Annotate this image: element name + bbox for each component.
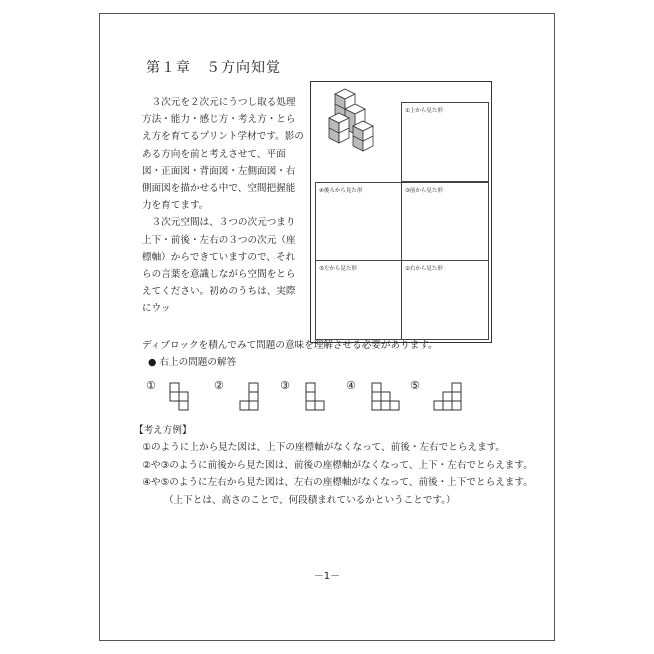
- answer-2-number: ②: [214, 379, 224, 392]
- answer-3-shape: [304, 381, 328, 411]
- chapter-title: 第１章 ５方向知覚: [146, 60, 281, 76]
- cell-back-view: [315, 182, 403, 262]
- consider-heading: 【考え方例】: [134, 425, 192, 436]
- label-back-view: ④後ろから見た形: [319, 188, 363, 194]
- problem-figure: [310, 81, 492, 343]
- answer-4-shape: [370, 381, 404, 411]
- label-top-view: ①上から見た形: [405, 108, 443, 114]
- cell-front-view: [401, 182, 489, 262]
- answer-5-number: ⑤: [410, 379, 420, 392]
- cell-right-view: [401, 260, 489, 340]
- label-right-view: ②右から見た形: [405, 266, 443, 272]
- answer-heading: ● 右上の問題の解答: [148, 357, 237, 368]
- answer-1-number: ①: [146, 379, 156, 392]
- answer-row: [138, 379, 518, 419]
- intro-continuation: ディブロックを積んでみて問題の意味を理解させる必要があります。: [142, 340, 438, 351]
- cell-top-view: [401, 102, 489, 182]
- page-number: －1－: [313, 571, 341, 582]
- answer-2-shape: [238, 381, 262, 411]
- label-front-view: ③前から見た形: [405, 188, 443, 194]
- answer-3-number: ③: [280, 379, 290, 392]
- consider-note: （上下とは、高さのことで、何段積まれているかということです。）: [164, 494, 456, 506]
- answer-4-number: ④: [346, 379, 356, 392]
- answer-5-shape: [432, 381, 466, 411]
- cube-stack-illustration: [315, 86, 399, 162]
- worksheet-page: [99, 13, 555, 641]
- cell-left-view: [315, 260, 403, 340]
- answer-1-shape: [168, 381, 192, 411]
- consider-section: [134, 422, 534, 509]
- intro-paragraph-2: ３次元空間は、３つの次元つまり上下・前後・左右の３つの次元（座標軸）からできていますので、それらの言葉を意識しながら空間をとらえてください。初めのうちは、実際にウッ: [142, 217, 296, 315]
- label-left-view: ⑤左から見た形: [319, 266, 357, 272]
- consider-item-1: ①のように上から見た図は、上下の座標軸がなくなって、前後・左右でとらえます。: [142, 442, 506, 454]
- intro-paragraph-1: ３次元を２次元にうつし取る処理方法・能力・感じ方・考え方・とらえ方を育てるプリント学材です。影のある方向を前と考えさせて、平面図・正面図・背面図・左側面図・右側面図を描かせる中で、空間把握能力を育てます。: [142, 97, 304, 212]
- intro-text: [142, 94, 304, 318]
- consider-item-3: ④や⑤のように左右から見た図は、左右の座標軸がなくなって、前後・上下でとらえます。: [142, 477, 533, 489]
- consider-item-2: ②や③のように前後から見た図は、前後の座標軸がなくなって、上下・左右でとらえます。: [142, 459, 533, 471]
